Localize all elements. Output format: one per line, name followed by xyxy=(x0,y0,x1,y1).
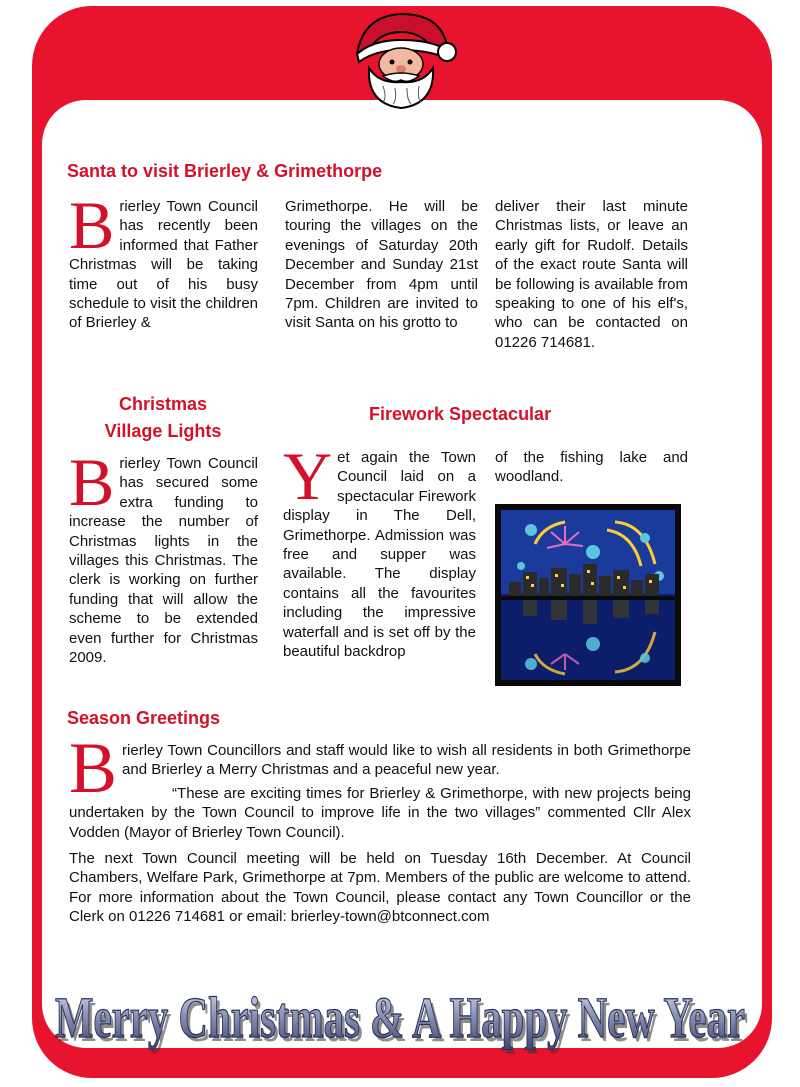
lights-article-body xyxy=(69,444,258,667)
greetings-para-3: The next Town Council meeting will be held on Tuesday 16th December. At Council Chambers, Welfare Park, Grimethorpe at 7pm. Members of the public are welcome to attend. For more information about the Town Council, please contact any Town Councillor or the Clerk on 01226 714681 or email: brierley-town@btconnect.com xyxy=(69,850,691,926)
drop-cap: Y xyxy=(283,438,333,514)
santa-article-col3: deliver their last minute Christmas lists, or leave an early gift for Rudolf. Details of the exact route Santa will be following is available from speaking to one of his elf's, who can be contacted on 01226 714681. xyxy=(495,198,688,351)
lights-title-line1: Christmas xyxy=(118,394,208,414)
firework-article-text-1: et again the Town Council laid on a spectacular Firework display in The Dell, Grimethorpe. Admission was free and supper was available. The display contains all the favourites including the impressive waterfall and is set off by the beautiful backdrop xyxy=(283,449,476,661)
firework-article-col1 xyxy=(283,438,476,661)
greetings-para-2: “These are exciting times for Brierley & Grimethorpe, with new projects being undertaken by the Town Council to improve life in the two villages” commented Cllr Alex Vodden (Mayor of Brierley Town Council). xyxy=(69,784,691,841)
santa-article-col2: Grimethorpe. He will be touring the villages on the evenings of Saturday 20th December and Sunday 21st December from 4pm until 7pm. Children are invited to visit Santa on his grotto to xyxy=(285,198,478,332)
firework-article-title: Firework Spectacular xyxy=(369,404,552,424)
greetings-para-1 xyxy=(69,728,691,808)
santa-article-col1 xyxy=(69,187,258,333)
greetings-text-1: rierley Town Councillors and staff would like to wish all residents in both Grimethorpe and Brierley a Merry Christmas and a peaceful new year. xyxy=(122,742,691,779)
greetings-article-body xyxy=(69,728,691,927)
drop-cap: B xyxy=(69,187,115,263)
merry-christmas-banner xyxy=(48,975,752,1055)
lights-title-line2: Village Lights xyxy=(104,421,222,441)
fireworks-image xyxy=(495,504,681,686)
santa-article-title: Santa to visit Brierley & Grimethorpe xyxy=(67,161,383,181)
lights-article-title xyxy=(68,391,258,445)
drop-cap: B xyxy=(69,444,115,520)
greetings-article-title: Season Greetings xyxy=(67,708,221,728)
banner-text: Merry Christmas & A Happy New Year xyxy=(55,985,745,1050)
santa-face-icon xyxy=(343,6,459,110)
lights-article-text: rierley Town Council has secured some extra funding to increase the number of Christmas lights in the villages this Christmas. The clerk is working on further funding that will allow the scheme to be extended even further for Christmas 2009. xyxy=(69,455,258,667)
firework-article-col2: of the fishing lake and woodland. xyxy=(495,449,688,486)
drop-cap: B xyxy=(69,728,118,808)
svg-text:Merry Christmas & A Happy New: Merry Christmas & A Happy New Year xyxy=(58,989,748,1054)
santa-article-text-1: rierley Town Council has recently been informed that Father Christmas will be taking time out of his busy schedule to visit the children of Brierley & xyxy=(69,198,258,332)
